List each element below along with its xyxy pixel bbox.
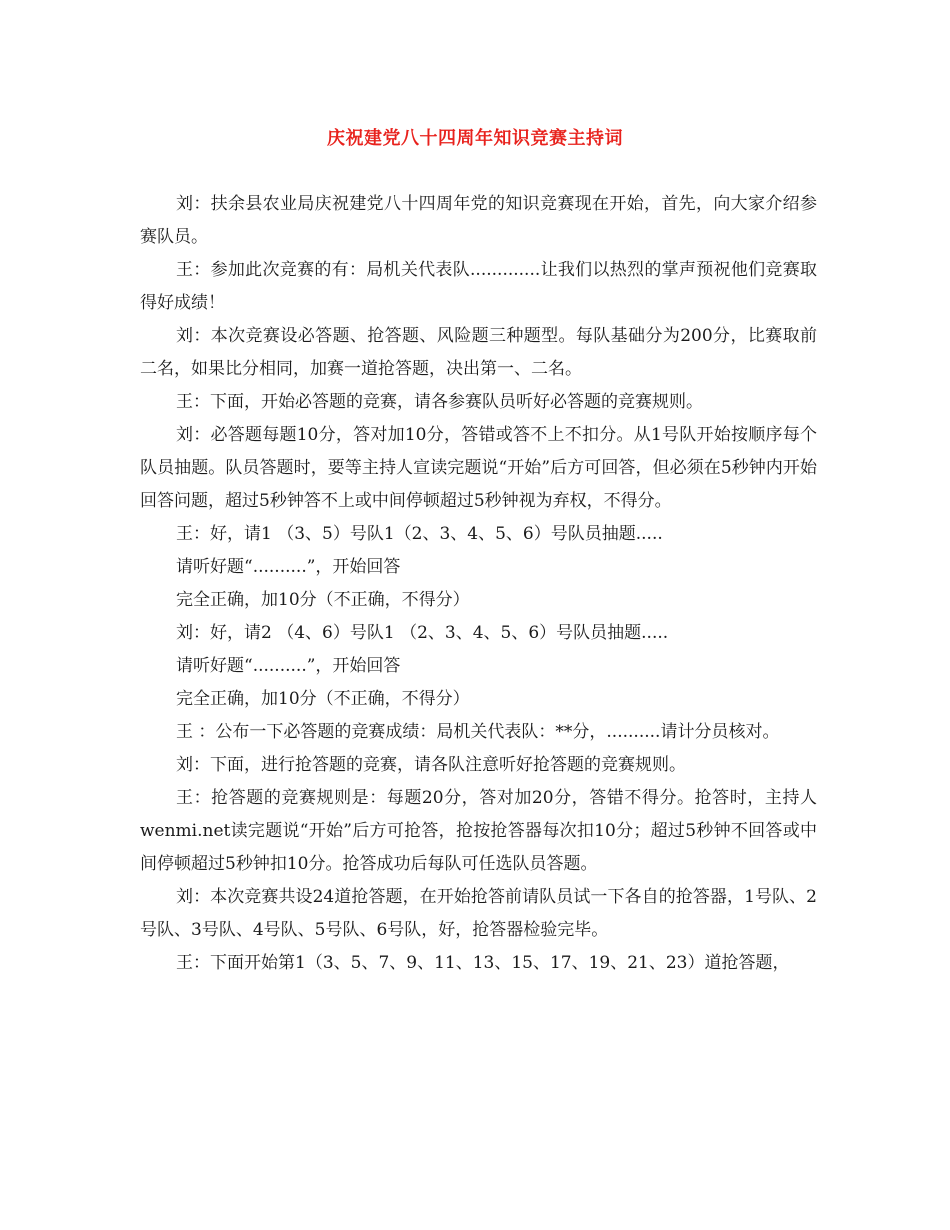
paragraph: 刘：下面，进行抢答题的竞赛，请各队注意听好抢答题的竞赛规则。 [176,755,686,775]
paragraph: 刘：扶余县农业局庆祝建党八十四周年党的知识竞赛现在开始，首先，向大家介绍参赛队员。 [140,194,817,247]
paragraph: 刘：本次竞赛设必答题、抢答题、风险题三种题型。每队基础分为200分，比赛取前二名，如果比分相同，加赛一道抢答题，决出第一、二名。 [140,326,817,379]
paragraph: 王：好，请1 （3、5）号队1（2、3、4、5、6）号队员抽题..... [176,524,663,544]
paragraph: 请听好题“..........”，开始回答 [176,557,401,577]
document-title: 庆祝建党八十四周年知识竞赛主持词 [327,128,623,149]
paragraph: 王：下面开始第1（3、5、7、9、11、13、15、17、19、21、23）道抢答题， [176,953,790,973]
paragraph: 王：下面，开始必答题的竞赛，请各参赛队员听好必答题的竞赛规则。 [176,392,703,412]
paragraph: 刘：必答题每题10分，答对加10分，答错或答不上不扣分。从1号队开始按顺序每个队员抽题。队员答题时，要等主持人宣读完题说“开始”后方可回答，但必须在5秒钟内开始回答问题，超过5秒钟答不上或中间停顿超过5秒钟视为弃权，不得分。 [140,425,817,511]
document-body [140,188,817,980]
paragraph: 请听好题“..........”，开始回答 [176,656,401,676]
paragraph: 王：参加此次竞赛的有：局机关代表队.............让我们以热烈的掌声预祝他们竞赛取得好成绩！ [140,260,817,313]
paragraph: 刘：好，请2 （4、6）号队1 （2、3、4、5、6）号队员抽题..... [176,623,669,643]
paragraph: 王 ：公布一下必答题的竞赛成绩：局机关代表队：**分，..........请计分员核对。 [176,722,780,742]
paragraph: 王：抢答题的竞赛规则是：每题20分，答对加20分，答错不得分。抢答时，主持人wenmi.net读完题说“开始”后方可抢答，抢按抢答器每次扣10分；超过5秒钟不回答或中间停顿超过5秒钟扣10分。抢答成功后每队可任选队员答题。 [140,788,817,874]
paragraph: 刘：本次竞赛共设24道抢答题，在开始抢答前请队员试一下各自的抢答器，1号队、2号队、3号队、4号队、5号队、6号队，好，抢答器检验完毕。 [140,887,817,940]
paragraph: 完全正确，加10分（不正确，不得分） [176,590,470,610]
paragraph: 完全正确，加10分（不正确，不得分） [176,689,470,709]
